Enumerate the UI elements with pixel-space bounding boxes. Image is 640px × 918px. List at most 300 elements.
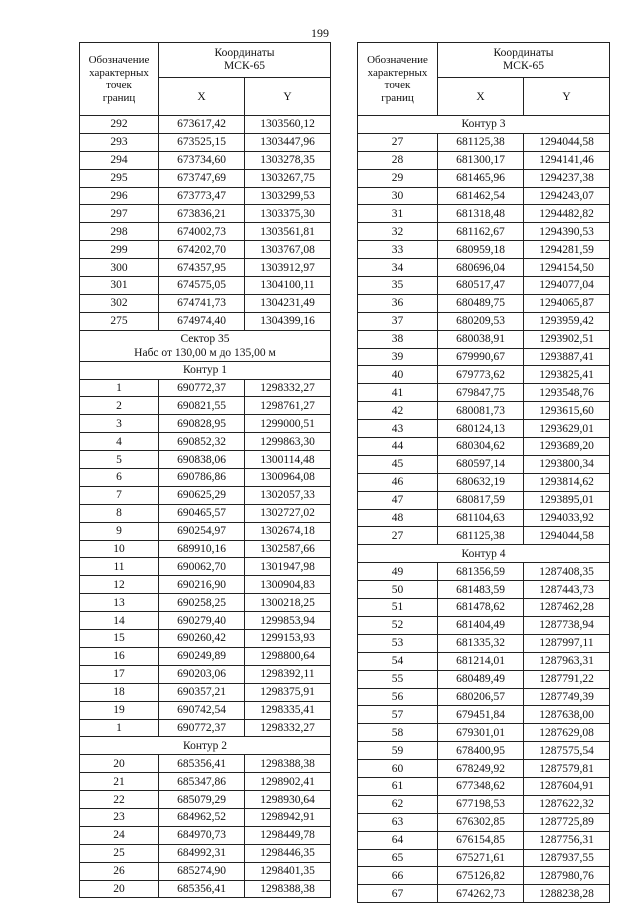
point-id-cell: 62 xyxy=(358,795,438,813)
point-id-cell: 63 xyxy=(358,813,438,831)
header-label-line: точек xyxy=(106,79,132,91)
table-row xyxy=(80,826,331,844)
y-coordinate-cell: 1294065,87 xyxy=(524,294,610,312)
y-coordinate-cell: 1303561,81 xyxy=(245,223,331,241)
point-id-cell: 2 xyxy=(80,397,159,415)
point-id-cell: 58 xyxy=(358,724,438,742)
header-label-line: точек xyxy=(384,79,411,91)
header-label-line: границ xyxy=(381,91,414,104)
point-id-cell: 35 xyxy=(358,277,438,295)
table-row xyxy=(80,755,331,773)
point-id-cell: 299 xyxy=(80,241,159,259)
table-row xyxy=(80,808,331,826)
table-row xyxy=(358,294,610,312)
table-row xyxy=(358,402,610,420)
coordinates-table-left xyxy=(79,42,331,898)
x-coordinate-cell: 690254,97 xyxy=(159,522,245,540)
table-row xyxy=(80,630,331,648)
table-row xyxy=(80,397,331,415)
table-row xyxy=(80,469,331,487)
point-id-cell: 9 xyxy=(80,522,159,540)
table-row xyxy=(358,795,610,813)
y-coordinate-cell: 1304100,11 xyxy=(245,277,331,295)
y-coordinate-cell: 1300904,83 xyxy=(245,576,331,594)
point-id-cell: 25 xyxy=(80,844,159,862)
x-coordinate-cell: 676302,85 xyxy=(438,813,524,831)
x-coordinate-cell: 673617,42 xyxy=(159,116,245,134)
point-id-cell: 36 xyxy=(358,294,438,312)
x-coordinate-cell: 690062,70 xyxy=(159,558,245,576)
y-coordinate-cell: 1293615,60 xyxy=(524,402,610,420)
table-row xyxy=(358,438,610,456)
header-coord-system: МСК-65 xyxy=(503,60,544,73)
x-coordinate-cell: 690786,86 xyxy=(159,469,245,487)
table-row xyxy=(80,187,331,205)
point-id-cell: 45 xyxy=(358,455,438,473)
point-id-cell: 295 xyxy=(80,169,159,187)
x-coordinate-cell: 674974,40 xyxy=(159,312,245,330)
x-coordinate-cell: 681125,38 xyxy=(438,527,524,545)
point-id-cell: 10 xyxy=(80,540,159,558)
y-coordinate-cell: 1299863,30 xyxy=(245,433,331,451)
y-coordinate-cell: 1293895,01 xyxy=(524,491,610,509)
point-id-cell: 13 xyxy=(80,594,159,612)
sector-section-row xyxy=(80,330,331,361)
point-id-cell: 28 xyxy=(358,151,438,169)
x-coordinate-cell: 690258,25 xyxy=(159,594,245,612)
point-id-cell: 56 xyxy=(358,688,438,706)
table-row xyxy=(358,312,610,330)
table-row xyxy=(80,647,331,665)
table-row xyxy=(358,777,610,795)
x-coordinate-cell: 690279,40 xyxy=(159,612,245,630)
x-coordinate-cell: 690821,55 xyxy=(159,397,245,415)
x-coordinate-cell: 680489,49 xyxy=(438,670,524,688)
y-coordinate-cell: 1302057,33 xyxy=(245,486,331,504)
y-coordinate-cell: 1302727,02 xyxy=(245,504,331,522)
y-coordinate-cell: 1298902,41 xyxy=(245,773,331,791)
point-id-cell: 61 xyxy=(358,777,438,795)
table-row xyxy=(358,599,610,617)
y-coordinate-cell: 1298332,27 xyxy=(245,379,331,397)
x-coordinate-cell: 680632,19 xyxy=(438,473,524,491)
table-row xyxy=(80,133,331,151)
table-row xyxy=(80,415,331,433)
y-coordinate-cell: 1294033,92 xyxy=(524,509,610,527)
x-coordinate-cell: 690828,95 xyxy=(159,415,245,433)
table-row xyxy=(358,867,610,885)
point-id-cell: 60 xyxy=(358,760,438,778)
x-coordinate-cell: 673525,15 xyxy=(159,133,245,151)
y-coordinate-cell: 1298388,38 xyxy=(245,755,331,773)
table-row xyxy=(80,576,331,594)
x-coordinate-cell: 689910,16 xyxy=(159,540,245,558)
x-coordinate-cell: 681404,49 xyxy=(438,616,524,634)
sector-title: Сектор 35 xyxy=(180,332,230,345)
point-id-cell: 22 xyxy=(80,791,159,809)
table-body-left xyxy=(80,116,331,898)
point-id-cell: 50 xyxy=(358,581,438,599)
y-coordinate-cell: 1287749,39 xyxy=(524,688,610,706)
table-row xyxy=(80,312,331,330)
y-coordinate-cell: 1293689,20 xyxy=(524,438,610,456)
table-row xyxy=(358,384,610,402)
y-coordinate-cell: 1303912,97 xyxy=(245,259,331,277)
table-row xyxy=(80,701,331,719)
table-row xyxy=(80,486,331,504)
table-row xyxy=(80,277,331,295)
table-row xyxy=(80,683,331,701)
x-coordinate-cell: 673773,47 xyxy=(159,187,245,205)
x-coordinate-cell: 690260,42 xyxy=(159,630,245,648)
table-row xyxy=(358,634,610,652)
y-coordinate-cell: 1293814,62 xyxy=(524,473,610,491)
table-row xyxy=(358,151,610,169)
table-row xyxy=(358,241,610,259)
table-row xyxy=(80,116,331,134)
x-coordinate-cell: 677198,53 xyxy=(438,795,524,813)
table-row xyxy=(80,379,331,397)
y-coordinate-cell: 1287575,54 xyxy=(524,742,610,760)
table-row xyxy=(358,491,610,509)
y-coordinate-cell: 1293548,76 xyxy=(524,384,610,402)
point-id-cell: 296 xyxy=(80,187,159,205)
y-coordinate-cell: 1294482,82 xyxy=(524,205,610,223)
y-coordinate-cell: 1294044,58 xyxy=(524,527,610,545)
x-coordinate-cell: 684962,52 xyxy=(159,808,245,826)
point-id-cell: 44 xyxy=(358,438,438,456)
table-body-right xyxy=(358,116,610,903)
y-coordinate-cell: 1287963,31 xyxy=(524,652,610,670)
point-id-cell: 31 xyxy=(358,205,438,223)
table-row xyxy=(358,652,610,670)
table-row xyxy=(80,451,331,469)
y-coordinate-cell: 1303447,96 xyxy=(245,133,331,151)
point-id-cell: 14 xyxy=(80,612,159,630)
y-coordinate-cell: 1294044,58 xyxy=(524,133,610,151)
table-row xyxy=(80,862,331,880)
point-id-cell: 8 xyxy=(80,504,159,522)
y-coordinate-cell: 1298761,27 xyxy=(245,397,331,415)
y-coordinate-cell: 1294243,07 xyxy=(524,187,610,205)
point-id-cell: 275 xyxy=(80,312,159,330)
point-id-cell: 23 xyxy=(80,808,159,826)
x-coordinate-cell: 674357,95 xyxy=(159,259,245,277)
y-coordinate-cell: 1293629,01 xyxy=(524,420,610,438)
table-row xyxy=(358,509,610,527)
x-coordinate-cell: 681483,59 xyxy=(438,581,524,599)
y-coordinate-cell: 1302587,66 xyxy=(245,540,331,558)
table-row xyxy=(358,563,610,581)
y-coordinate-cell: 1287622,32 xyxy=(524,795,610,813)
point-id-cell: 7 xyxy=(80,486,159,504)
point-id-cell: 21 xyxy=(80,773,159,791)
y-coordinate-cell: 1304231,49 xyxy=(245,294,331,312)
point-id-cell: 27 xyxy=(358,527,438,545)
contour-section-row xyxy=(80,361,331,379)
x-coordinate-cell: 674002,73 xyxy=(159,223,245,241)
y-coordinate-cell: 1287604,91 xyxy=(524,777,610,795)
point-id-cell: 300 xyxy=(80,259,159,277)
table-row xyxy=(80,612,331,630)
x-coordinate-cell: 685079,29 xyxy=(159,791,245,809)
table-row xyxy=(80,773,331,791)
table-row xyxy=(80,504,331,522)
y-coordinate-cell: 1287980,76 xyxy=(524,867,610,885)
point-id-cell: 20 xyxy=(80,880,159,898)
table-row xyxy=(358,259,610,277)
x-coordinate-cell: 675271,61 xyxy=(438,849,524,867)
point-id-cell: 64 xyxy=(358,831,438,849)
x-coordinate-cell: 680304,62 xyxy=(438,438,524,456)
x-coordinate-cell: 690852,32 xyxy=(159,433,245,451)
table-row xyxy=(80,540,331,558)
y-coordinate-cell: 1298930,64 xyxy=(245,791,331,809)
x-coordinate-cell: 680959,18 xyxy=(438,241,524,259)
y-coordinate-cell: 1287462,28 xyxy=(524,599,610,617)
y-coordinate-cell: 1303560,12 xyxy=(245,116,331,134)
point-id-cell: 33 xyxy=(358,241,438,259)
header-y: Y xyxy=(524,78,610,116)
x-coordinate-cell: 681214,01 xyxy=(438,652,524,670)
x-coordinate-cell: 675126,82 xyxy=(438,867,524,885)
x-coordinate-cell: 680038,91 xyxy=(438,330,524,348)
point-id-cell: 301 xyxy=(80,277,159,295)
x-coordinate-cell: 685356,41 xyxy=(159,755,245,773)
x-coordinate-cell: 676154,85 xyxy=(438,831,524,849)
point-id-cell: 57 xyxy=(358,706,438,724)
x-coordinate-cell: 679773,62 xyxy=(438,366,524,384)
x-coordinate-cell: 679990,67 xyxy=(438,348,524,366)
x-coordinate-cell: 673836,21 xyxy=(159,205,245,223)
table-row xyxy=(358,420,610,438)
y-coordinate-cell: 1299853,94 xyxy=(245,612,331,630)
table-row xyxy=(358,688,610,706)
point-id-cell: 32 xyxy=(358,223,438,241)
y-coordinate-cell: 1303767,08 xyxy=(245,241,331,259)
y-coordinate-cell: 1303299,53 xyxy=(245,187,331,205)
y-coordinate-cell: 1294141,46 xyxy=(524,151,610,169)
point-id-cell: 6 xyxy=(80,469,159,487)
x-coordinate-cell: 680597,14 xyxy=(438,455,524,473)
x-coordinate-cell: 684992,31 xyxy=(159,844,245,862)
point-id-cell: 41 xyxy=(358,384,438,402)
y-coordinate-cell: 1298392,11 xyxy=(245,665,331,683)
x-coordinate-cell: 685356,41 xyxy=(159,880,245,898)
y-coordinate-cell: 1298449,78 xyxy=(245,826,331,844)
y-coordinate-cell: 1287791,22 xyxy=(524,670,610,688)
x-coordinate-cell: 681300,17 xyxy=(438,151,524,169)
header-label-line: Обозначение xyxy=(367,54,428,66)
header-label-line: границ xyxy=(102,91,136,104)
point-id-cell: 49 xyxy=(358,563,438,581)
point-id-cell: 4 xyxy=(80,433,159,451)
y-coordinate-cell: 1287997,11 xyxy=(524,634,610,652)
sector-depth-range: Набс от 130,00 м до 135,00 м xyxy=(134,346,276,359)
table-row xyxy=(80,205,331,223)
x-coordinate-cell: 680206,57 xyxy=(438,688,524,706)
point-id-cell: 1 xyxy=(80,379,159,397)
table-row xyxy=(80,433,331,451)
table-row xyxy=(358,742,610,760)
contour-label: Контур 4 xyxy=(358,545,610,563)
table-row xyxy=(80,169,331,187)
y-coordinate-cell: 1303267,75 xyxy=(245,169,331,187)
header-point-label xyxy=(80,43,159,116)
point-id-cell: 30 xyxy=(358,187,438,205)
table-row xyxy=(80,880,331,898)
table-row xyxy=(80,558,331,576)
y-coordinate-cell: 1293902,51 xyxy=(524,330,610,348)
point-id-cell: 11 xyxy=(80,558,159,576)
y-coordinate-cell: 1287756,31 xyxy=(524,831,610,849)
contour-section-row xyxy=(358,116,610,134)
x-coordinate-cell: 673734,60 xyxy=(159,151,245,169)
table-row xyxy=(358,885,610,903)
y-coordinate-cell: 1293959,42 xyxy=(524,312,610,330)
x-coordinate-cell: 674262,73 xyxy=(438,885,524,903)
table-row xyxy=(358,277,610,295)
y-coordinate-cell: 1298446,35 xyxy=(245,844,331,862)
point-id-cell: 65 xyxy=(358,849,438,867)
y-coordinate-cell: 1287738,94 xyxy=(524,616,610,634)
table-row xyxy=(358,366,610,384)
table-row xyxy=(358,330,610,348)
x-coordinate-cell: 673747,69 xyxy=(159,169,245,187)
x-coordinate-cell: 690772,37 xyxy=(159,379,245,397)
x-coordinate-cell: 690216,90 xyxy=(159,576,245,594)
table-row xyxy=(358,760,610,778)
point-id-cell: 51 xyxy=(358,599,438,617)
point-id-cell: 54 xyxy=(358,652,438,670)
table-row xyxy=(358,670,610,688)
y-coordinate-cell: 1298335,41 xyxy=(245,701,331,719)
point-id-cell: 5 xyxy=(80,451,159,469)
table-row xyxy=(358,348,610,366)
contour-section-row xyxy=(358,545,610,563)
x-coordinate-cell: 677348,62 xyxy=(438,777,524,795)
point-id-cell: 298 xyxy=(80,223,159,241)
x-coordinate-cell: 681462,54 xyxy=(438,187,524,205)
x-coordinate-cell: 680081,73 xyxy=(438,402,524,420)
y-coordinate-cell: 1299153,93 xyxy=(245,630,331,648)
y-coordinate-cell: 1300964,08 xyxy=(245,469,331,487)
point-id-cell: 12 xyxy=(80,576,159,594)
header-coord-title: Координаты xyxy=(214,47,275,60)
point-id-cell: 39 xyxy=(358,348,438,366)
point-id-cell: 43 xyxy=(358,420,438,438)
point-id-cell: 48 xyxy=(358,509,438,527)
y-coordinate-cell: 1298388,38 xyxy=(245,880,331,898)
point-id-cell: 24 xyxy=(80,826,159,844)
header-point-label xyxy=(358,43,438,116)
y-coordinate-cell: 1298401,35 xyxy=(245,862,331,880)
contour-label: Контур 3 xyxy=(358,116,610,134)
contour-label: Контур 2 xyxy=(80,737,331,755)
x-coordinate-cell: 685274,90 xyxy=(159,862,245,880)
y-coordinate-cell: 1293800,34 xyxy=(524,455,610,473)
y-coordinate-cell: 1287629,08 xyxy=(524,724,610,742)
point-id-cell: 52 xyxy=(358,616,438,634)
x-coordinate-cell: 684970,73 xyxy=(159,826,245,844)
y-coordinate-cell: 1293825,41 xyxy=(524,366,610,384)
point-id-cell: 292 xyxy=(80,116,159,134)
point-id-cell: 27 xyxy=(358,133,438,151)
y-coordinate-cell: 1287408,35 xyxy=(524,563,610,581)
point-id-cell: 18 xyxy=(80,683,159,701)
table-row xyxy=(358,205,610,223)
point-id-cell: 26 xyxy=(80,862,159,880)
x-coordinate-cell: 674202,70 xyxy=(159,241,245,259)
point-id-cell: 47 xyxy=(358,491,438,509)
y-coordinate-cell: 1288238,28 xyxy=(524,885,610,903)
header-x: X xyxy=(159,78,245,116)
x-coordinate-cell: 681104,63 xyxy=(438,509,524,527)
y-coordinate-cell: 1298800,64 xyxy=(245,647,331,665)
point-id-cell: 38 xyxy=(358,330,438,348)
header-coord-system: МСК-65 xyxy=(224,60,265,73)
y-coordinate-cell: 1294390,53 xyxy=(524,223,610,241)
y-coordinate-cell: 1293887,41 xyxy=(524,348,610,366)
table-row xyxy=(358,455,610,473)
point-id-cell: 37 xyxy=(358,312,438,330)
y-coordinate-cell: 1300114,48 xyxy=(245,451,331,469)
header-label-line: характерных xyxy=(89,66,149,79)
x-coordinate-cell: 681162,67 xyxy=(438,223,524,241)
x-coordinate-cell: 679847,75 xyxy=(438,384,524,402)
table-row xyxy=(358,831,610,849)
y-coordinate-cell: 1287638,00 xyxy=(524,706,610,724)
point-id-cell: 17 xyxy=(80,665,159,683)
table-row xyxy=(80,223,331,241)
point-id-cell: 53 xyxy=(358,634,438,652)
y-coordinate-cell: 1304399,16 xyxy=(245,312,331,330)
table-row xyxy=(358,223,610,241)
table-row xyxy=(358,813,610,831)
x-coordinate-cell: 690772,37 xyxy=(159,719,245,737)
table-row xyxy=(80,241,331,259)
contour-label: Контур 1 xyxy=(80,361,331,379)
x-coordinate-cell: 690465,57 xyxy=(159,504,245,522)
header-coordinates xyxy=(159,43,331,78)
table-row xyxy=(358,616,610,634)
x-coordinate-cell: 680517,47 xyxy=(438,277,524,295)
sector-label xyxy=(80,330,331,361)
point-id-cell: 3 xyxy=(80,415,159,433)
point-id-cell: 46 xyxy=(358,473,438,491)
x-coordinate-cell: 690203,06 xyxy=(159,665,245,683)
y-coordinate-cell: 1287443,73 xyxy=(524,581,610,599)
y-coordinate-cell: 1299000,51 xyxy=(245,415,331,433)
point-id-cell: 1 xyxy=(80,719,159,737)
header-coord-title: Координаты xyxy=(493,47,554,60)
point-id-cell: 293 xyxy=(80,133,159,151)
table-row xyxy=(80,259,331,277)
table-row xyxy=(358,169,610,187)
y-coordinate-cell: 1294281,59 xyxy=(524,241,610,259)
header-coordinates xyxy=(438,43,610,78)
table-row xyxy=(358,706,610,724)
x-coordinate-cell: 681465,96 xyxy=(438,169,524,187)
point-id-cell: 59 xyxy=(358,742,438,760)
table-row xyxy=(80,665,331,683)
point-id-cell: 294 xyxy=(80,151,159,169)
y-coordinate-cell: 1287579,81 xyxy=(524,760,610,778)
point-id-cell: 66 xyxy=(358,867,438,885)
header-label-line: характерных xyxy=(367,66,428,79)
x-coordinate-cell: 674575,05 xyxy=(159,277,245,295)
y-coordinate-cell: 1300218,25 xyxy=(245,594,331,612)
